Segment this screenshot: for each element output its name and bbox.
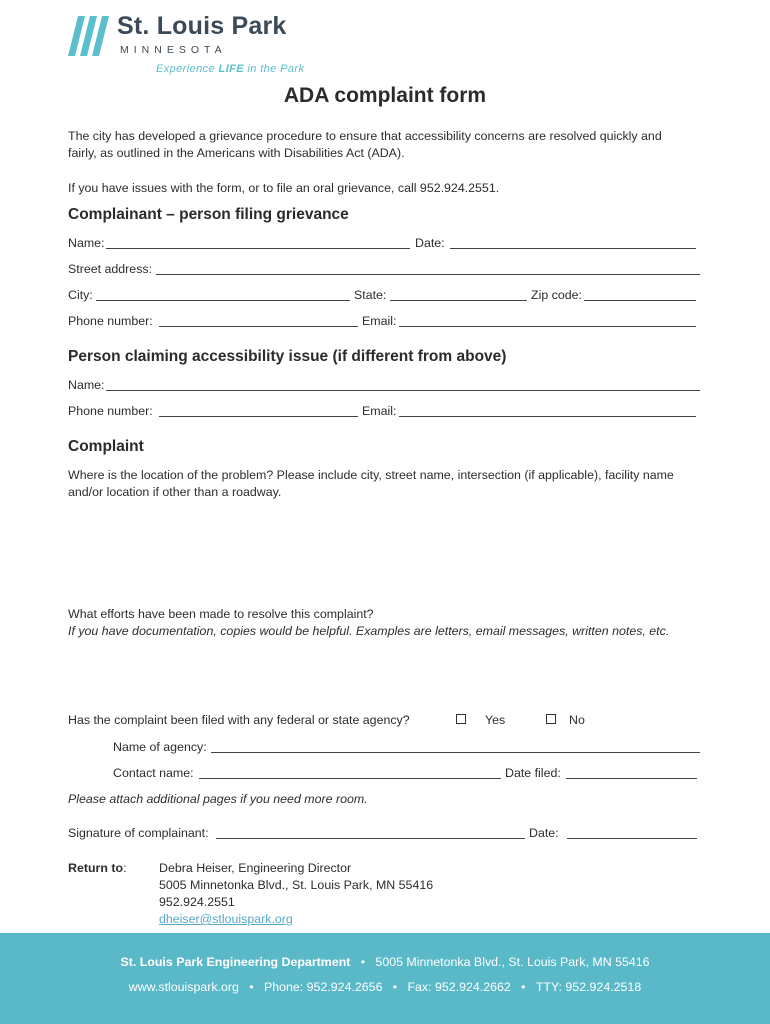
person-phone-field[interactable] (159, 416, 358, 417)
complainant-date-field[interactable] (450, 248, 696, 249)
person-heading: Person claiming accessibility issue (if different from above) (68, 348, 507, 365)
signature-date-field[interactable] (567, 838, 697, 839)
logo-tagline: Experience LIFE in the Park (156, 63, 305, 75)
person-email-label: Email: (362, 404, 397, 418)
contact-name-field[interactable] (199, 778, 501, 779)
footer-phone: Phone: 952.924.2656 (263, 980, 383, 994)
footer-website-link[interactable]: www.stlouispark.org (128, 980, 239, 994)
yes-label: Yes (485, 713, 506, 727)
agency-field[interactable] (211, 752, 700, 753)
complainant-name-field[interactable] (106, 248, 410, 249)
location-question-line-1: Where is the location of the problem? Please include city, street name, intersection (if applicable), facility name (68, 468, 674, 482)
state-label: State: (354, 288, 387, 302)
complaint-heading: Complaint (68, 438, 144, 455)
state-field[interactable] (390, 300, 527, 301)
no-label: No (569, 713, 585, 727)
page-title: ADA complaint form (283, 84, 487, 107)
street-address-label: Street address: (68, 262, 153, 276)
date-filed-label: Date filed: (505, 766, 561, 780)
footer-tty: TTY: 952.924.2518 (535, 980, 642, 994)
complainant-name-label: Name: (68, 236, 105, 250)
person-name-field[interactable] (106, 390, 700, 391)
footer-dept: St. Louis Park Engineering Department (120, 955, 351, 969)
no-checkbox[interactable] (546, 714, 556, 724)
return-to-label: Return to: (68, 861, 127, 875)
person-name-label: Name: (68, 378, 105, 392)
footer-bullet: • (392, 980, 398, 994)
attach-note: Please attach additional pages if you need more room. (68, 792, 368, 806)
footer-bullet: • (360, 955, 366, 969)
return-to-name: Debra Heiser, Engineering Director (159, 861, 352, 875)
footer-bullet: • (521, 980, 526, 994)
city-label: City: (68, 288, 93, 302)
complainant-email-field[interactable] (399, 326, 696, 327)
date-filed-field[interactable] (566, 778, 697, 779)
efforts-question: What efforts have been made to resolve this complaint? (68, 607, 374, 621)
logo-name: St. Louis Park (117, 12, 287, 40)
street-address-field[interactable] (156, 274, 700, 275)
complainant-phone-field[interactable] (159, 326, 358, 327)
yes-checkbox[interactable] (456, 714, 466, 724)
signature-label: Signature of complainant: (68, 826, 209, 840)
logo-state: MINNESOTA (120, 44, 227, 56)
intro-line-1: The city has developed a grievance procedure to ensure that accessibility concerns are resolved quickly and (68, 129, 662, 143)
complainant-date-label: Date: (415, 236, 445, 250)
footer-line-1 (0, 955, 770, 969)
efforts-note: If you have documentation, copies would be helpful. Examples are letters, email messages, written notes, etc. (68, 624, 670, 638)
return-to-phone: 952.924.2551 (159, 895, 235, 909)
signature-date-label: Date: (529, 826, 559, 840)
footer-band (0, 933, 770, 1024)
zip-label: Zip code: (531, 288, 582, 302)
return-to-address: 5005 Minnetonka Blvd., St. Louis Park, MN 55416 (159, 878, 434, 892)
city-field[interactable] (96, 300, 350, 301)
footer-bullet: • (249, 980, 254, 994)
complainant-heading: Complainant – person filing grievance (68, 206, 349, 223)
filed-question: Has the complaint been filed with any federal or state agency? (68, 713, 410, 727)
location-question-line-2: and/or location if other than a roadway. (68, 485, 282, 499)
location-answer-area[interactable] (68, 505, 700, 597)
zip-field[interactable] (584, 300, 696, 301)
intro-line-2: fairly, as outlined in the Americans with Disabilities Act (ADA). (68, 146, 405, 160)
efforts-answer-area[interactable] (68, 644, 700, 704)
footer-line-2 (0, 980, 770, 994)
intro-phone-note: If you have issues with the form, or to file an oral grievance, call 952.924.2551. (68, 181, 500, 195)
logo-stripes-icon (68, 16, 114, 56)
agency-label: Name of agency: (113, 740, 207, 754)
footer-fax: Fax: 952.924.2662 (407, 980, 511, 994)
person-phone-label: Phone number: (68, 404, 153, 418)
contact-name-label: Contact name: (113, 766, 194, 780)
complainant-email-label: Email: (362, 314, 397, 328)
return-to-email-link[interactable]: dheiser@stlouispark.org (159, 912, 293, 926)
signature-field[interactable] (216, 838, 525, 839)
complainant-phone-label: Phone number: (68, 314, 153, 328)
footer-address: 5005 Minnetonka Blvd., St. Louis Park, MN 55416 (375, 955, 650, 969)
person-email-field[interactable] (399, 416, 696, 417)
